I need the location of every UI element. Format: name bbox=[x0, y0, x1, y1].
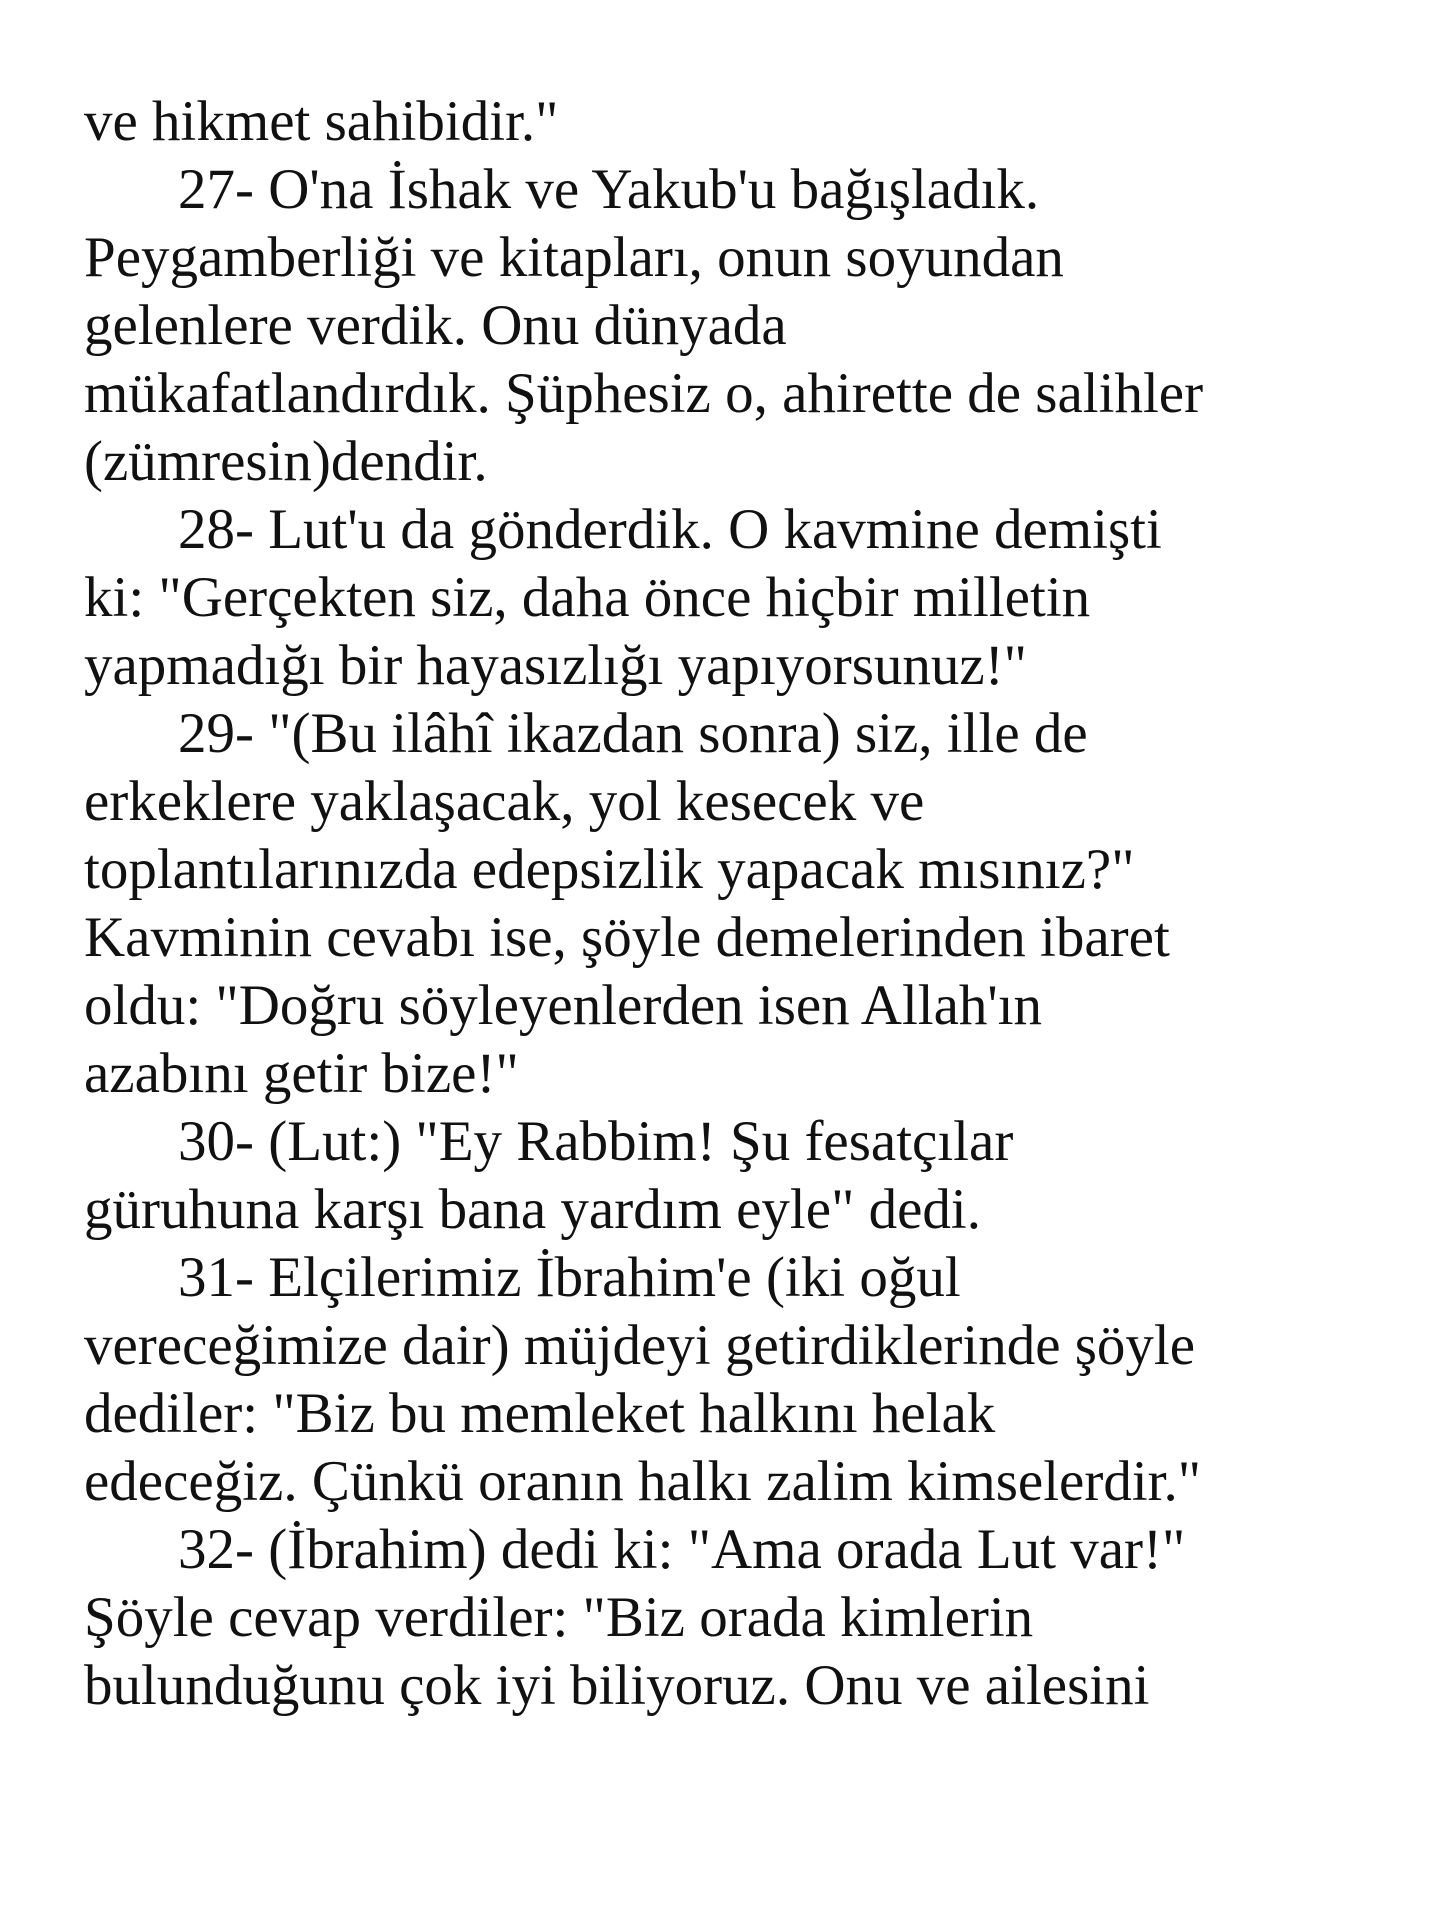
verse-line-31: 31- Elçilerimiz İbrahim'e (iki oğul bbox=[178, 1246, 961, 1309]
text-line: yapmadığı bir hayasızlığı yapıyorsunuz!" bbox=[84, 634, 1027, 697]
text-line: Şöyle cevap verdiler: "Biz orada kimlerin bbox=[84, 1586, 1034, 1649]
text-line: Kavminin cevabı ise, şöyle demelerinden ibaret bbox=[84, 906, 1170, 969]
verse-line-28: 28- Lut'u da gönderdik. O kavmine demişti bbox=[178, 498, 1162, 561]
text-line: azabını getir bize!" bbox=[84, 1042, 519, 1105]
text-line: vereceğimize dair) müjdeyi getirdiklerinde şöyle bbox=[84, 1314, 1196, 1377]
text-line: toplantılarınızda edepsizlik yapacak mısınız?" bbox=[84, 838, 1135, 901]
text-line: ki: "Gerçekten siz, daha önce hiçbir milletin bbox=[84, 566, 1091, 629]
text-line: ve hikmet sahibidir." bbox=[84, 90, 559, 153]
text-line: mükafatlandırdık. Şüphesiz o, ahirette de salihler bbox=[84, 362, 1204, 425]
body-text bbox=[84, 88, 1404, 1720]
text-line: edeceğiz. Çünkü oranın halkı zalim kimselerdir." bbox=[84, 1450, 1202, 1513]
text-line: bulunduğunu çok iyi biliyoruz. Onu ve ailesini bbox=[84, 1654, 1150, 1717]
verse-line-30: 30- (Lut:) "Ey Rabbim! Şu fesatçılar bbox=[178, 1110, 1014, 1173]
text-line: oldu: "Doğru söyleyenlerden isen Allah'ın bbox=[84, 974, 1043, 1037]
text-line: gelenlere verdik. Onu dünyada bbox=[84, 294, 787, 357]
verse-line-29: 29- "(Bu ilâhî ikazdan sonra) siz, ille de bbox=[178, 702, 1088, 765]
text-line: Peygamberliği ve kitapları, onun soyundan bbox=[84, 226, 1064, 289]
text-line: erkeklere yaklaşacak, yol kesecek ve bbox=[84, 770, 925, 833]
text-line: güruhuna karşı bana yardım eyle" dedi. bbox=[84, 1178, 981, 1241]
verse-line-27: 27- O'na İshak ve Yakub'u bağışladık. bbox=[178, 158, 1040, 221]
verse-line-32: 32- (İbrahim) dedi ki: "Ama orada Lut var!" bbox=[178, 1518, 1186, 1581]
text-line: (zümresin)dendir. bbox=[84, 430, 488, 493]
text-line: dediler: "Biz bu memleket halkını helak bbox=[84, 1382, 996, 1445]
